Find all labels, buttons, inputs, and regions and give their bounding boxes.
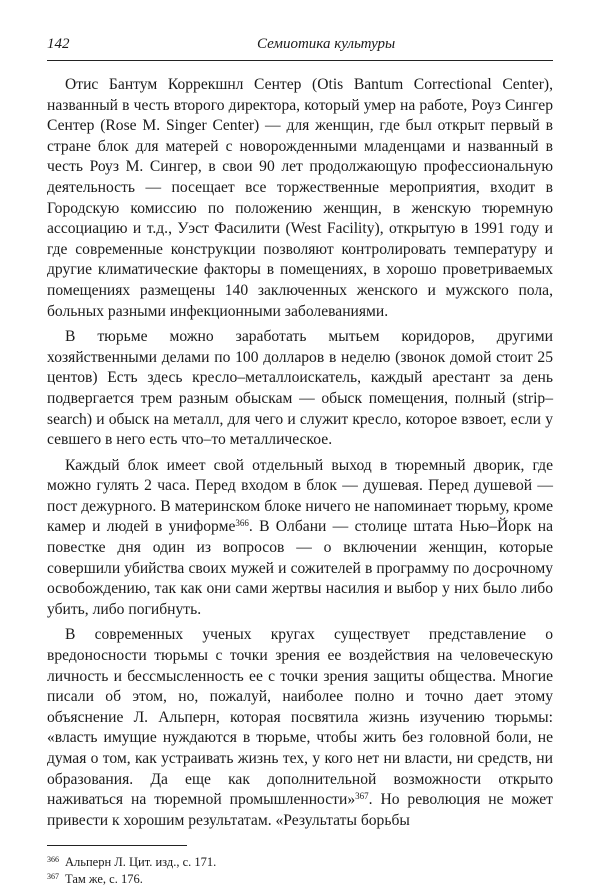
page-number: 142 [47, 36, 70, 52]
paragraph [47, 456, 553, 621]
paragraph-text: В современных ученых кругах существует представление о вредоносности тюрьмы с точки зрения ее воздействия на человеческую личность и бессмысленность ее с точки зрения защиты общества. Многие писали об этом, но, пожалуй, наиболее полно и точно дает этому объяснение Л. Альперн, которая посвятила жизнь изучению тюрьмы: «власть имущие нуждаются в тюрьме, чтобы жить без головной боли, не думая о том, как устраивать жизнь тех, у кого нет ни власти, ни средств, ни образования. Да еще как дополнительной возможности открыто наживаться на тюремной промышленности» [47, 626, 553, 809]
footnote-text: Там же, с. 176. [65, 872, 143, 887]
header-rule [47, 60, 553, 61]
footnote-number: 366 [47, 855, 59, 865]
paragraph [47, 625, 553, 831]
footnotes [47, 845, 553, 888]
footnote-reference[interactable]: 366 [235, 518, 249, 529]
footnote [47, 854, 553, 871]
book-title: Семиотика культуры [257, 36, 396, 52]
footnote-text: Альперн Л. Цит. изд., с. 171. [65, 855, 217, 870]
footnote [47, 871, 553, 888]
paragraph-text: Каждый блок имеет свой отдельный выход в тюремный дворик, где можно гулять 2 часа. Перед входом в блок — душевая. Перед душевой — пост дежурного. В материнском блоке ничего не напоминает тюрьму, кроме камер и людей в униформе [47, 456, 553, 536]
running-head [47, 36, 553, 60]
footnote-number: 367 [47, 872, 59, 882]
paragraph-text: В тюрьме можно заработать мытьем коридоров, другими хозяйственными делами по 100 долларов в неделю (звонок домой стоит 25 центов) Есть здесь кресло–металлоискатель, каждый арестант за день подвергается трем разным обыскам — обыск помещения, полный (strip–search) и обыск на металл, для чего и служит кресло, которое взвоет, если у севшего в него есть что–то металлическое. [47, 328, 553, 449]
footnote-reference[interactable]: 367 [355, 791, 369, 802]
paragraph [47, 75, 553, 322]
body-text [47, 75, 553, 831]
paragraph-text: . Но революция не может привести к хорошим результатам. «Результаты борьбы [47, 791, 553, 829]
book-page [47, 36, 553, 888]
paragraph-text: Отис Бантум Коррекшнл Сентер (Otis Bantum Correctional Center), названный в честь второго директора, который умер на работе, Роуз Сингер Сентер (Rose M. Singer Center) — для женщин, где был открыт первый в стране блок для матерей с новорожденными младенцами и названный в честь Роуз М. Сингер, в свои 90 лет продолжающую профессиональную деятельность — посещает все торжественные мероприятия, входит в Городскую комиссию по положению женщин, в женскую тюремную ассоциацию и т.д., Уэст Фасилити (West Facility), открытую в 1991 году и где современные конструкции позволяют контролировать температуру и другие климатические факторы в помещениях, в хорошо проветриваемых помещениях размещены 140 заключенных женского и мужского пола, больных разными инфекционными заболеваниями. [47, 76, 553, 320]
paragraph-text: . В Олбани — столице штата Нью–Йорк на повестке дня один из вопросов — о включении женщин, которые совершили убийства своих мужей и сожителей в программу по досрочному освобождению, так как они сами жертвы насилия и выбор у них было либо убить, либо погибнуть. [47, 518, 553, 618]
footnote-rule [47, 845, 187, 846]
paragraph [47, 327, 553, 451]
